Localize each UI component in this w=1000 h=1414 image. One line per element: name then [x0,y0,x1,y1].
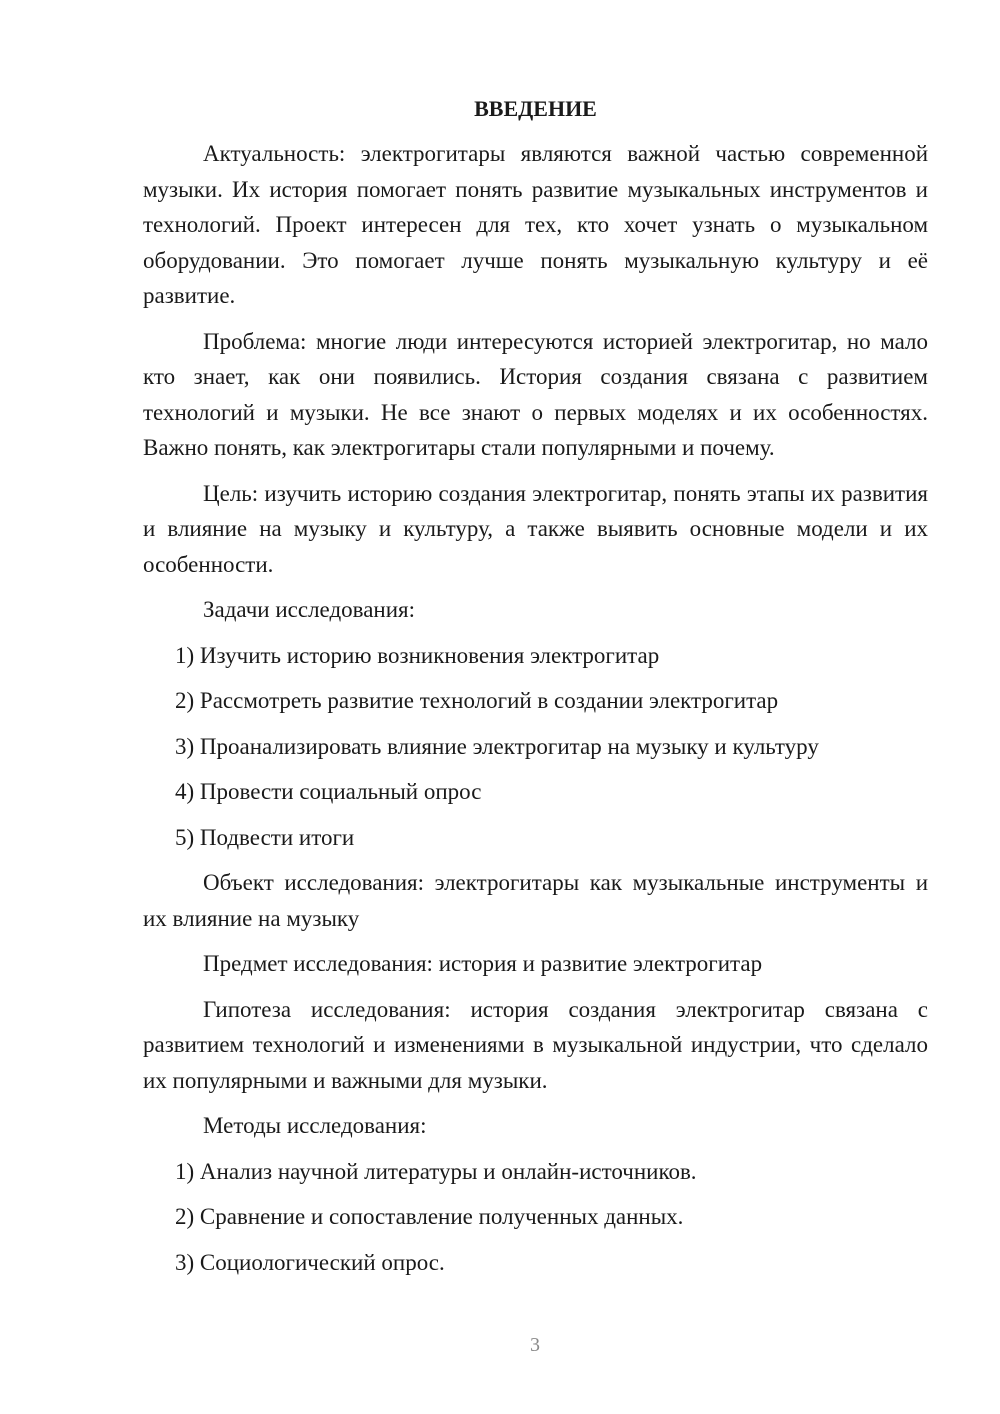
page-title: ВВЕДЕНИЕ [474,96,597,121]
task-item: 4) Провести социальный опрос [175,779,482,804]
task-item: 5) Подвести итоги [175,824,355,850]
tasks-heading: Задачи исследования: [203,597,416,622]
tasks-list [143,638,928,856]
method-item: 1) Анализ научной литературы и онлайн-источников. [175,1158,697,1184]
method-item: 3) Социологический опрос. [175,1249,445,1275]
task-item: 1) Изучить историю возникновения электрогитар [175,642,660,668]
hypothesis-paragraph: Гипотеза исследования: история создания электрогитар связана с развитием технологий и изменениями в музыкальной индустрии, что сделало их популярными и важными для музыки. [143,996,928,1093]
problem-paragraph: Проблема: многие люди интересуются историей электрогитар, но мало кто знает, как они появились. История создания связана с развитием технологий и музыки. Не все знают о первых моделях и их особенностях. Важно понять, как электрогитары стали популярными и почему. [143,328,928,460]
relevance-paragraph: Актуальность: электрогитары являются важной частью современной музыки. Их история помогает понять развитие музыкальных инструментов и технологий. Проект интересен для тех, кто хочет узнать о музыкальном оборудовании. Это помогает лучше понять музыкальную культуру и её развитие. [143,141,928,308]
task-item: 3) Проанализировать влияние электрогитар на музыку и культуру [175,733,819,759]
methods-list [143,1154,928,1281]
page-number: 3 [530,1334,540,1356]
method-item: 2) Сравнение и сопоставление полученных данных. [175,1204,684,1229]
object-paragraph: Объект исследования: электрогитары как музыкальные инструменты и их влияние на музыку [143,870,928,931]
subject-paragraph: Предмет исследования: история и развитие электрогитар [203,951,763,976]
document-page [143,94,928,1290]
task-item: 2) Рассмотреть развитие технологий в создании электрогитар [175,688,779,713]
methods-heading: Методы исследования: [203,1113,427,1138]
goal-paragraph: Цель: изучить историю создания электрогитар, понять этапы их развития и влияние на музыку и культуру, а также выявить основные модели и их особенности. [143,480,928,577]
